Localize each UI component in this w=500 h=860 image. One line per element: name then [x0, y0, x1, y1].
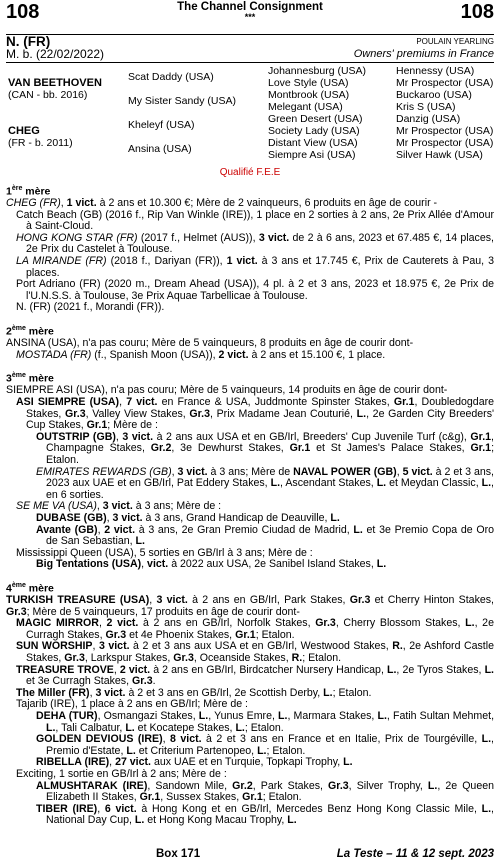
- produce-record: GOLDEN DEVIOUS (IRE), 8 vict. à 2 et 3 ans en France et en Italie, Prix de Tourgéville, L., Premio d'Estate, L. et Criterium Partenopeo, L.; Etalon.: [36, 733, 494, 757]
- produce-record: TREASURE TROVE, 2 vict. à 2 ans en GB/Irl, Birdcatcher Nursery Handicap, L., 2e Tyros Stakes, L. et 3e Curragh Stakes, Gr.3.: [16, 663, 494, 688]
- premiums-note: Owners' premiums in France: [353, 48, 494, 60]
- produce-record: MAGIC MIRROR, 2 vict. à 2 ans en GB/Irl, Norfolk Stakes, Gr.3, Cherry Blossom Stakes, L., 2e Curragh Stakes, Gr.3 et 4e Phoenix Stakes, Gr.1; Etalon.: [16, 617, 494, 641]
- pedigree-g2: Scat Daddy (USA): [128, 71, 214, 83]
- produce-record: DEHA (TUR), Osmangazi Stakes, L., Yunus Emre, L., Marmara Stakes, L., Fatih Sultan Mehmet, L., Tali Calbatur, L. et Kocatepe Stakes, L.; Etalon.: [36, 709, 495, 734]
- produce-record: Tajarib (IRE), 1 place à 2 ans en GB/Irl; Mère de :: [16, 698, 248, 711]
- pedigree-g4: Mr Prospector (USA): [396, 77, 494, 89]
- produce-record: HONG KONG STAR (FR) (2017 f., Helmet (AUS)), 3 vict. de 2 à 6 ans, 2023 et 67.485 €, 14 places, 2e Prix du Castelet à Toulouse.: [16, 231, 494, 256]
- pedigree-table: [6, 63, 494, 165]
- qualifier-note: Qualifié F.E.E: [219, 167, 281, 178]
- sire-name: VAN BEETHOVEN: [8, 77, 102, 89]
- horse-name: N. (FR): [6, 34, 51, 49]
- pedigree-g3: Johannesburg (USA): [268, 65, 367, 77]
- produce-record: Catch Beach (GB) (2016 f., Rip Van Winkle (IRE)), 1 place en 2 sorties à 2 ans, 2e Prix Allée d'Amour à Saint-Cloud.: [16, 208, 494, 233]
- pedigree-g4: Danzig (USA): [396, 113, 461, 125]
- pedigree-g4: Mr Prospector (USA): [396, 137, 494, 149]
- pedigree-g3: Montbrook (USA): [268, 89, 350, 101]
- produce-record: N. (FR) (2021 f., Morandi (FR)).: [16, 301, 165, 314]
- pedigree-g3: Green Desert (USA): [268, 113, 363, 125]
- pedigree-g4: Kris S (USA): [396, 101, 456, 113]
- pedigree-g2: Kheleyf (USA): [128, 119, 195, 131]
- produce-record: ASI SIEMPRE (USA), 7 vict. en France & USA, Juddmonte Spinster Stakes, Gr.1, Doubledogdare Stakes, Gr.3, Valley View Stakes, Gr.3, Prix Madame Jean Couturié, L., 2e Garden City Breeders' Cup Stakes, Gr.1; Mère de :: [16, 396, 495, 432]
- produce-record: MOSTADA (FR) (f., Spanish Moon (USA)), 2 vict. à 2 ans et 15.100 €, 1 place.: [16, 348, 386, 361]
- dam-name: CHEG: [8, 125, 40, 137]
- sale-venue: La Teste – 11 & 12 sept. 2023: [336, 848, 494, 860]
- produce-record: LA MIRANDE (FR) (2018 f., Dariyan (FR)), 1 vict. à 3 ans et 17.745 €, Prix de Cauterets à Pau, 3 places.: [16, 255, 494, 279]
- sire-info: (CAN - bb. 2016): [8, 89, 88, 101]
- pedigree-g4: Mr Prospector (USA): [396, 125, 494, 137]
- horse-sex-dob: M. b. (22/02/2022): [6, 47, 105, 61]
- produce-record: ALMUSHTARAK (IRE), Sandown Mile, Gr.2, Park Stakes, Gr.3, Silver Trophy, L., 2e Queen Elizabeth II Stakes, Gr.1, Sussex Stakes, Gr.1; Etalon.: [36, 779, 495, 804]
- lot-number-left: 108: [6, 1, 40, 23]
- consignor-title: The Channel Consignment ***: [6, 1, 494, 22]
- pedigree-g3: Melegant (USA): [268, 101, 343, 113]
- produce-record: OUTSTRIP (GB), 3 vict. à 2 ans aux USA et en GB/Irl, Breeders' Cup Juvenile Turf (c&g), Gr.1, Champagne Stakes, Gr.2, 3e Dewhurst Stakes, Gr.1 et St James's Palace Stakes, Gr.1; Etalon.: [36, 430, 495, 466]
- pedigree-g2: My Sister Sandy (USA): [128, 95, 236, 107]
- section-third-dam: 3ème mère: [6, 372, 54, 385]
- dam-record: TURKISH TREASURE (USA), 3 vict. à 2 ans en GB/Irl, Park Stakes, Gr.3 et Cherry Hinton Stakes, Gr.3; Mère de 5 vainqueurs, 17 produits en âge de courir dont-: [6, 594, 494, 618]
- dam-record: CHEG (FR), 1 vict. à 2 ans et 10.300 €; Mère de 2 vainqueurs, 6 produits en âge de courir -: [6, 197, 438, 210]
- produce-record: DUBASE (GB), 3 vict. à 3 ans, Grand Handicap de Deauville, L.: [36, 511, 340, 524]
- box-number: Box 171: [156, 848, 201, 860]
- pedigree-g3: Siempre Asi (USA): [268, 149, 356, 161]
- family-record: [6, 183, 494, 827]
- pedigree-g4: Silver Hawk (USA): [396, 149, 483, 161]
- produce-record: SUN WORSHIP, 3 vict. à 2 et 3 ans aux USA et en GB/Irl, Westwood Stakes, R., 2e Ashford Castle Stakes, Gr.3, Larkspur Stakes, Gr.3, Oceanside Stakes, R.; Etalon.: [16, 640, 494, 664]
- produce-record: Mississippi Queen (USA), 5 sorties en GB/Irl à 3 ans; Mère de :: [16, 546, 313, 559]
- pedigree-g2: Ansina (USA): [128, 143, 192, 155]
- produce-record: Big Tentations (USA), vict. à 2022 aux USA, 2e Sanibel Island Stakes, L.: [36, 558, 387, 571]
- dam-record: ANSINA (USA), n'a pas couru; Mère de 5 vainqueurs, 8 produits en âge de courir dont-: [6, 337, 414, 350]
- section-first-dam: 1ère mère: [6, 185, 51, 198]
- pedigree-g3: Love Style (USA): [268, 77, 349, 89]
- dam-info: (FR - b. 2011): [8, 137, 73, 149]
- horse-type: POULAIN YEARLING: [416, 37, 494, 46]
- produce-record: RIBELLA (IRE), 27 vict. aux UAE et en Turquie, Topkapi Trophy, L.: [36, 756, 353, 769]
- dam-record: SIEMPRE ASI (USA), n'a pas couru; Mère de 5 vainqueurs, 14 produits en âge de courir dont-: [6, 384, 448, 397]
- lot-number-right: 108: [460, 1, 494, 23]
- produce-record: Exciting, 1 sortie en GB/Irl à 2 ans; Mère de :: [16, 767, 227, 780]
- page-header: [6, 0, 494, 35]
- rating-stars: ***: [244, 12, 256, 22]
- produce-record: Avante (GB), 2 vict. à 3 ans, 2e Gran Premio Ciudad de Madrid, L. et 3e Premio Copa de Oro de San Sebastian, L.: [36, 523, 494, 548]
- horse-details-row: [6, 48, 494, 60]
- pedigree-g3: Society Lady (USA): [268, 125, 360, 137]
- section-fourth-dam: 4ème mère: [6, 581, 54, 595]
- produce-record: SE ME VA (USA), 3 vict. à 3 ans; Mère de :: [16, 500, 222, 513]
- pedigree-g4: Hennessy (USA): [396, 65, 475, 77]
- produce-record: Port Adriano (FR) (2020 m., Dream Ahead (USA)), 4 pl. à 2 et 3 ans, 2023 et 18.975 €, 2e Prix de l'U.N.S.S. à Toulouse, 3e Prix Aquae Tarbellicae à Toulouse.: [16, 278, 494, 302]
- pedigree-g3: Distant View (USA): [268, 137, 358, 149]
- section-second-dam: 2ème mère: [6, 325, 54, 338]
- produce-record: TIBER (IRE), 6 vict. à Hong Kong et en GB/Irl, Mercedes Benz Hong Kong Classic Mile, L., National Day Cup, L. et Hong Kong Macau Trophy, L.: [36, 802, 494, 827]
- catalogue-page: [6, 0, 495, 860]
- pedigree-g4: Buckaroo (USA): [396, 89, 472, 101]
- produce-record: The Miller (FR), 3 vict. à 2 et 3 ans en GB/Irl, 2e Scottish Derby, L.; Etalon.: [16, 686, 372, 699]
- produce-record: EMIRATES REWARDS (GB), 3 vict. à 3 ans; Mère de NAVAL POWER (GB), 5 vict. à 2 et 3 ans, 2023 aux UAE et en GB/Irl, Pat Eddery Stakes, L., Ascendant Stakes, L. et Meydan Classic, L., en 6 sorties.: [36, 465, 495, 501]
